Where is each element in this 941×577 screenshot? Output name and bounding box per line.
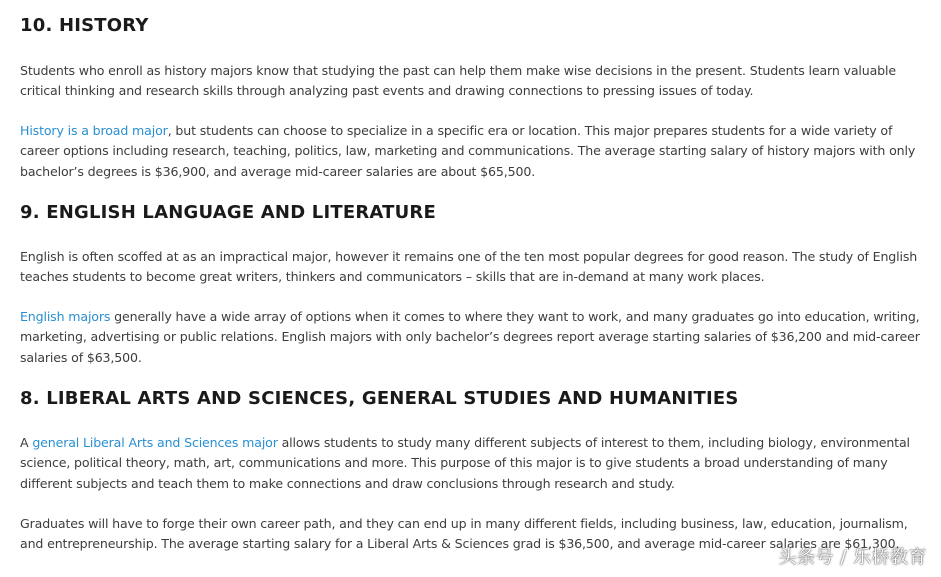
section-heading-liberal-arts: 8. LIBERAL ARTS AND SCIENCES, GENERAL STUDIES AND HUMANITIES: [20, 388, 739, 409]
watermark: 头条号 / 乐桥教育: [778, 547, 927, 568]
english-paragraph-1: [20, 247, 925, 288]
history-broad-major-link[interactable]: History is a broad major: [20, 123, 168, 138]
history-paragraph-2: [20, 121, 925, 182]
english-majors-link[interactable]: English majors: [20, 309, 111, 324]
liberal-arts-p1-text: allows students to study many different subjects of interest to them, including biology, environmental science, political theory, math, art, communications and more. This purpose of this major is to give students a broad understanding of many different subjects and teach them to make connections and draw conclusions through research and study.: [20, 435, 910, 491]
history-p1-text: Students who enroll as history majors know that studying the past can help them make wise decisions in the present. Students learn valuable critical thinking and research skills through analyzing past events and drawing connections to pressing issues of today.: [20, 63, 896, 99]
liberal-arts-p1-before: A: [20, 435, 33, 450]
english-p2-text: generally have a wide array of options when it comes to where they want to work, and many graduates go into education, writing, marketing, advertising or public relations. English majors with only bachelor’s degrees report average starting salaries of $36,200 and mid-career salaries of $63,500.: [20, 309, 920, 365]
liberal-arts-p2-text: Graduates will have to forge their own career path, and they can end up in many different fields, including business, law, education, journalism, and entrepreneurship. The average starting salary for a Liberal Arts & Sciences grad is $36,500, and average mid-career salaries are $61,300.: [20, 516, 908, 552]
general-liberal-arts-link[interactable]: general Liberal Arts and Sciences major: [32, 435, 278, 450]
history-paragraph-1: [20, 61, 925, 102]
english-paragraph-2: [20, 307, 925, 368]
history-p2-text: , but students can choose to specialize in a specific era or location. This major prepares students for a wide variety of career options including research, teaching, politics, law, marketing and communications. The average starting salary of history majors with only bachelor’s degrees is $36,900, and average mid-career salaries are about $65,500.: [20, 123, 916, 179]
section-heading-history: 10. HISTORY: [20, 15, 149, 36]
english-p1-text: English is often scoffed at as an impractical major, however it remains one of the ten most popular degrees for good reason. The study of English teaches students to become great writers, thinkers and communicators – skills that are in-demand at many work places.: [20, 249, 918, 285]
liberal-arts-paragraph-1: [20, 433, 925, 494]
section-heading-english: 9. ENGLISH LANGUAGE AND LITERATURE: [20, 202, 436, 223]
